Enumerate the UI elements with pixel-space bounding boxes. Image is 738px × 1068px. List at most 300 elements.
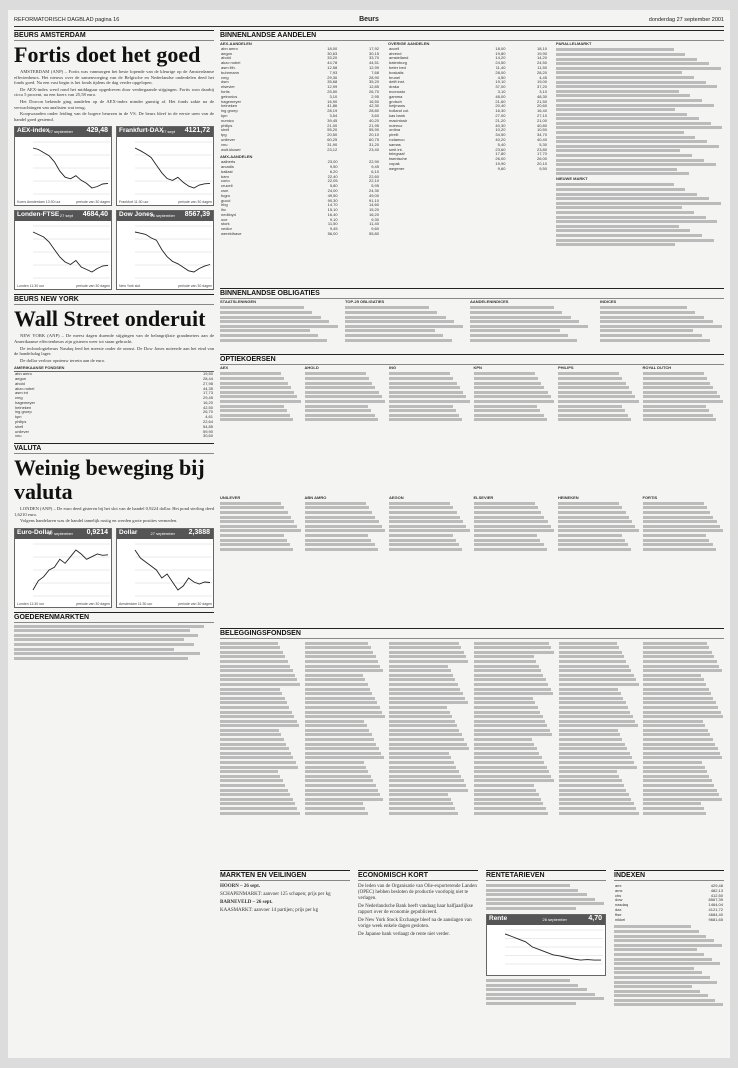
table-cell: 42,30: [368, 103, 379, 109]
text-line: [474, 692, 553, 695]
table-cell: nasdaq: [615, 902, 629, 908]
text-line: [474, 802, 543, 805]
chart-date: 27 september: [48, 531, 73, 537]
text-line: [220, 752, 291, 755]
text-line: [305, 525, 382, 528]
table-cell: 29,30: [327, 74, 338, 80]
text-line: [614, 953, 704, 956]
table-cell: 44,78: [327, 60, 338, 66]
text-line: [305, 409, 372, 412]
text-line: [643, 665, 719, 668]
table-cell: 22,05: [327, 178, 338, 184]
text-line: [643, 516, 714, 519]
text-line: [220, 311, 312, 314]
text-line: [614, 976, 710, 979]
chart-footer: periode van 30 dagen: [76, 602, 110, 607]
text-line: [474, 548, 547, 551]
text-line: [389, 414, 459, 417]
table-cell: 7,68: [371, 69, 379, 75]
text-line: [305, 642, 369, 645]
table-cell: corio: [221, 178, 230, 184]
section-beurs-amsterdam: BEURS AMSTERDAM: [14, 30, 214, 41]
text-line: [643, 669, 721, 672]
text-line: [556, 154, 692, 157]
index-chart: [14, 126, 112, 206]
text-line: [470, 329, 560, 332]
table-cell: 34,50: [495, 132, 506, 138]
table-cell: fortis: [221, 88, 230, 94]
text-line: [389, 711, 449, 714]
table-cell: 12,58: [327, 64, 338, 70]
text-line: [559, 697, 624, 700]
text-line: [558, 543, 628, 546]
text-line: [643, 779, 712, 782]
chart-footer: periode van 30 dagen: [76, 284, 110, 289]
table-row: [388, 167, 548, 172]
text-line: [389, 660, 468, 663]
table-cell: stork: [221, 221, 230, 227]
text-line: [305, 766, 366, 769]
section-economisch-kort: ECONOMISCH KORT: [358, 870, 478, 881]
table-cell: 30,60: [202, 433, 213, 439]
text-line: [558, 516, 629, 519]
text-line: [305, 683, 368, 686]
text-line: [389, 715, 452, 718]
table-cell: 26,00: [536, 156, 547, 162]
chart-date: 27 sept: [161, 129, 175, 135]
table-cell: 20,50: [327, 132, 338, 138]
text-line: [643, 770, 707, 773]
table-cell: vedior: [221, 226, 232, 232]
table-row: [614, 918, 724, 923]
text-line: [643, 697, 713, 700]
table-cell: 14,60: [368, 202, 379, 208]
text-line: [643, 789, 716, 792]
table-cell: dax: [615, 906, 622, 912]
text-line: [389, 752, 449, 755]
text-line: [389, 674, 453, 677]
text-line: [556, 183, 674, 186]
table-cell: rodamco: [389, 136, 405, 142]
table-cell: 16,20: [202, 399, 213, 405]
table-cell: ihc: [221, 207, 227, 213]
text-line: [600, 311, 695, 314]
text-line: [305, 539, 372, 542]
text-line: [220, 548, 293, 551]
text-line: [220, 701, 287, 704]
text-line: [556, 216, 706, 219]
text-line: [220, 678, 297, 681]
text-line: [345, 306, 429, 309]
text-line: [559, 775, 620, 778]
text-line: [643, 715, 723, 718]
text-line: [389, 688, 460, 691]
text-line: [474, 720, 545, 723]
text-line: [558, 418, 631, 421]
table-cell: 26,00: [495, 156, 506, 162]
text-line: [220, 651, 283, 654]
table-cell: 9,60: [497, 165, 506, 171]
text-line: [643, 543, 713, 546]
text-line: [559, 802, 634, 805]
text-line: [556, 48, 674, 51]
text-line: [305, 793, 381, 796]
table-cell: 3,10: [497, 88, 506, 94]
text-line: [559, 701, 626, 704]
text-line: [474, 395, 551, 398]
headline-fortis: Fortis doet het goed: [14, 42, 201, 67]
header-left: REFORMATORISCH DAGBLAD pagina 16: [14, 17, 120, 23]
table-cell: 9,50: [539, 165, 547, 171]
text-line: [305, 669, 383, 672]
text-line: [305, 812, 368, 815]
text-line: [559, 678, 636, 681]
markt-text: KAASMARKT: aanvoer 14 partijen; prijs per kg: [220, 908, 319, 913]
table-cell: 16,40: [536, 108, 547, 114]
text-line: [220, 770, 278, 773]
table-cell: 7,93: [329, 69, 338, 75]
table-cell: 24,30: [368, 187, 379, 193]
table-cell: unilever: [221, 136, 236, 142]
text-line: [643, 812, 706, 815]
text-line: [305, 692, 373, 695]
text-line: [486, 907, 576, 910]
text-line: [305, 534, 369, 537]
table-cell: 25,50: [327, 88, 338, 94]
text-line: [305, 789, 378, 792]
text-line: [558, 511, 626, 514]
text-line: [643, 646, 709, 649]
table-cell: 16,40: [327, 211, 338, 217]
text-line: [643, 382, 711, 385]
table-cell: 16,30: [495, 108, 506, 114]
text-line: [556, 206, 682, 209]
text-line: [643, 720, 703, 723]
text-line: [643, 548, 716, 551]
text-line: [486, 997, 604, 1000]
text-line: [558, 548, 631, 551]
table-cell: wolt.kluwer: [221, 146, 241, 152]
text-line: [474, 743, 535, 746]
text-line: [470, 311, 562, 314]
headline-wall-street: Wall Street onderuit: [14, 306, 206, 332]
paragraph: De technologiebeurs Nasdaq leed het meeste onder de onrust. De Dow Jones noteerde aan het eind van de handelsdag lager.: [14, 345, 214, 357]
page-header: [14, 16, 724, 27]
table-cell: 12,99: [368, 64, 379, 70]
option-group: [305, 496, 387, 623]
text-line: [220, 761, 296, 764]
table-cell: nedlloyd: [221, 211, 236, 217]
text-line: [556, 243, 675, 246]
text-line: [556, 81, 706, 84]
text-line: [556, 58, 697, 61]
chart-value: 4121,72: [184, 127, 210, 135]
index-charts: [14, 126, 214, 290]
table-cell: samas: [389, 141, 401, 147]
text-line: [486, 993, 595, 996]
text-line: [643, 738, 712, 741]
text-line: [643, 400, 724, 403]
text-line: [643, 807, 703, 810]
option-group-title: ROYAL DUTCH: [642, 365, 672, 370]
text-line: [558, 409, 625, 412]
text-line: [559, 793, 629, 796]
text-line: [220, 325, 338, 328]
text-line: [305, 372, 366, 375]
table-cell: 19,90: [495, 160, 506, 166]
left-column: [14, 30, 214, 1050]
text-line: [305, 770, 369, 773]
text-line: [220, 386, 291, 389]
text-line: [220, 655, 285, 658]
text-line: [558, 525, 635, 528]
option-group-title: FORTIS: [642, 494, 658, 500]
text-line: [558, 502, 619, 505]
text-line: [559, 646, 620, 649]
table-cell: 26,70: [368, 88, 379, 94]
text-line: [220, 642, 278, 645]
table-cell: 14,70: [327, 202, 338, 208]
indexen: [614, 870, 724, 1050]
text-line: [643, 701, 716, 704]
text-line: [220, 539, 287, 542]
text-line: [556, 145, 719, 148]
chart-title: Londen-FTSE 27 sept 4684,40: [15, 211, 111, 221]
text-line: [220, 729, 279, 732]
text-line: [220, 711, 292, 714]
table-cell: 4,61: [205, 414, 213, 420]
table-cell: 412,50: [710, 892, 723, 898]
text-line: [556, 126, 722, 129]
text-line: [559, 798, 632, 801]
table-cell: 22,40: [327, 173, 338, 179]
table-cell: boskalis: [389, 69, 404, 75]
table-cell: 9681,65: [708, 916, 723, 922]
chart-footer: New York slot: [119, 284, 141, 289]
text-line: [559, 651, 622, 654]
text-line: [600, 334, 702, 337]
text-line: [389, 525, 466, 528]
table-cell: 42,50: [202, 404, 213, 410]
table-cell: 24,00: [327, 187, 338, 193]
text-line: [220, 377, 284, 380]
text-line: [220, 743, 286, 746]
text-line: [474, 400, 555, 403]
text-line: [389, 646, 461, 649]
table-cell: 1464,04: [708, 902, 723, 908]
table-cell: 40,80: [536, 122, 547, 128]
text-line: [614, 999, 715, 1002]
table-cell: ballast: [221, 168, 233, 174]
text-line: [556, 53, 685, 56]
table-cell: buhrmann: [221, 69, 240, 75]
text-line: [486, 884, 570, 887]
text-line: [220, 339, 327, 342]
text-line: [474, 391, 548, 394]
text-line: [614, 925, 691, 928]
text-line: [614, 971, 702, 974]
parallelmarkt-table: [556, 42, 724, 248]
table-cell: asm int: [15, 390, 28, 396]
text-line: [474, 697, 533, 700]
table-cell: 18,10: [536, 45, 547, 51]
text-line: [556, 90, 679, 93]
table-cell: 55,80: [368, 231, 379, 237]
table-cell: shell: [221, 127, 230, 133]
text-line: [559, 743, 625, 746]
text-line: [600, 339, 710, 342]
text-line: [220, 688, 280, 691]
text-line: [305, 711, 382, 714]
text-line: [614, 939, 714, 942]
text-line: [643, 534, 707, 537]
text-line: [556, 117, 699, 120]
option-group: [474, 366, 556, 493]
option-group: [389, 496, 471, 623]
text-line: [220, 683, 300, 686]
text-line: [486, 1002, 576, 1005]
text-line: [389, 409, 456, 412]
table-cell: 27,00: [495, 112, 506, 118]
table-cell: shell: [15, 423, 24, 429]
text-line: [305, 665, 381, 668]
text-line: [643, 414, 713, 417]
text-line: [556, 172, 689, 175]
chart-title: Euro-Dollar 27 september 0,9214: [15, 529, 111, 539]
text-line: [474, 665, 539, 668]
table-cell: 17,70: [536, 151, 547, 157]
text-line: [220, 395, 297, 398]
text-line: [474, 807, 546, 810]
article-valuta: [14, 506, 214, 524]
table-cell: 28,20: [536, 69, 547, 75]
table-cell: ing groep: [221, 108, 238, 114]
text-line: [389, 743, 466, 746]
table-cell: 3,10: [329, 93, 338, 99]
text-line: [643, 511, 711, 514]
text-line: [474, 784, 534, 787]
text-line: [220, 525, 297, 528]
chart-footer: periode van 30 dagen: [178, 284, 212, 289]
text-line: [220, 520, 294, 523]
table-cell: unilever: [15, 428, 30, 434]
table-cell: 17,92: [368, 45, 379, 51]
table-cell: 3,60: [371, 112, 379, 118]
table-cell: 30,63: [327, 50, 338, 56]
text-line: [643, 377, 707, 380]
table-cell: dow: [615, 897, 623, 903]
chart-title: Rente 26 september 4,70: [487, 915, 605, 925]
text-line: [559, 724, 638, 727]
text-line: [559, 761, 635, 764]
chart-value: 0,9214: [86, 529, 108, 537]
text-line: [643, 733, 710, 736]
table-cell: 20,10: [536, 160, 547, 166]
text-line: [389, 720, 454, 723]
table-cell: telegraaf: [389, 151, 405, 157]
text-line: [474, 655, 534, 658]
text-line: [305, 715, 385, 718]
section-valuta: VALUTA: [14, 443, 214, 454]
text-line: [474, 706, 538, 709]
text-line: [556, 188, 685, 191]
text-line: [559, 807, 636, 810]
table-cell: 14,20: [495, 55, 506, 61]
table-cell: wegener: [389, 165, 405, 171]
text-line: [614, 994, 708, 997]
table-cell: fugro: [221, 192, 231, 198]
table-cell: 21,60: [495, 98, 506, 104]
table-row: [220, 232, 380, 237]
table-cell: numico: [221, 117, 234, 123]
text-line: [556, 140, 707, 143]
text-line: [389, 642, 458, 645]
text-line: [556, 94, 690, 97]
table-cell: kpn: [15, 414, 22, 420]
staatsleningen-title: STAATSLENINGEN: [220, 299, 257, 304]
economisch-kort: [358, 870, 478, 1050]
text-line: [600, 320, 713, 323]
markt-place: HOORN – 26 sept.: [220, 884, 260, 889]
text-line: [643, 724, 705, 727]
text-line: [305, 674, 363, 677]
text-line: [643, 683, 706, 686]
text-line: [305, 418, 378, 421]
table-cell: 44,51: [368, 60, 379, 66]
text-line: [556, 211, 694, 214]
chart-date: 26 september: [150, 213, 175, 219]
text-line: [305, 756, 384, 759]
option-group: [558, 496, 640, 623]
text-line: [305, 395, 382, 398]
text-line: [220, 697, 285, 700]
table-cell: econosto: [389, 88, 406, 94]
text-line: [389, 729, 459, 732]
text-line: [556, 163, 716, 166]
text-line: [389, 418, 462, 421]
text-line: [389, 770, 458, 773]
text-line: [220, 779, 283, 782]
table-cell: 10,20: [495, 127, 506, 133]
text-line: [389, 761, 454, 764]
table-cell: 33,70: [368, 55, 379, 61]
text-line: [486, 893, 587, 896]
text-line: [305, 729, 370, 732]
table-cell: 11,50: [327, 221, 338, 227]
text-line: [559, 747, 628, 750]
table-cell: 44,35: [202, 385, 213, 391]
table-cell: 4684,40: [708, 911, 723, 917]
table-cell: 26,70: [202, 409, 213, 415]
paragraph: De dollar verloor opnieuw terrein aan de euro.: [20, 357, 106, 363]
text-line: [643, 678, 703, 681]
text-line: [643, 802, 701, 805]
text-line: [305, 678, 366, 681]
text-line: [389, 534, 453, 537]
text-line: [559, 784, 624, 787]
text-line: [474, 539, 541, 542]
chart-title: Frankfurt-DAX 27 sept 4121,72: [117, 127, 213, 137]
text-line: [556, 229, 690, 232]
table-cell: 6,20: [329, 168, 338, 174]
paragraph: Het Dorcon bekende ging aandelen op de AEX-index minder gunstig af. Het fonds zakte na de verwachtingen van analisten wat terug.: [14, 98, 214, 110]
text-line: [305, 377, 369, 380]
text-line: [558, 506, 622, 509]
table-cell: ftse: [615, 911, 622, 917]
table-cell: crucell: [221, 183, 233, 189]
table-cell: akzo nobel: [221, 60, 241, 66]
fondsen-title: AMERIKAANSE FONDSEN: [14, 366, 214, 372]
